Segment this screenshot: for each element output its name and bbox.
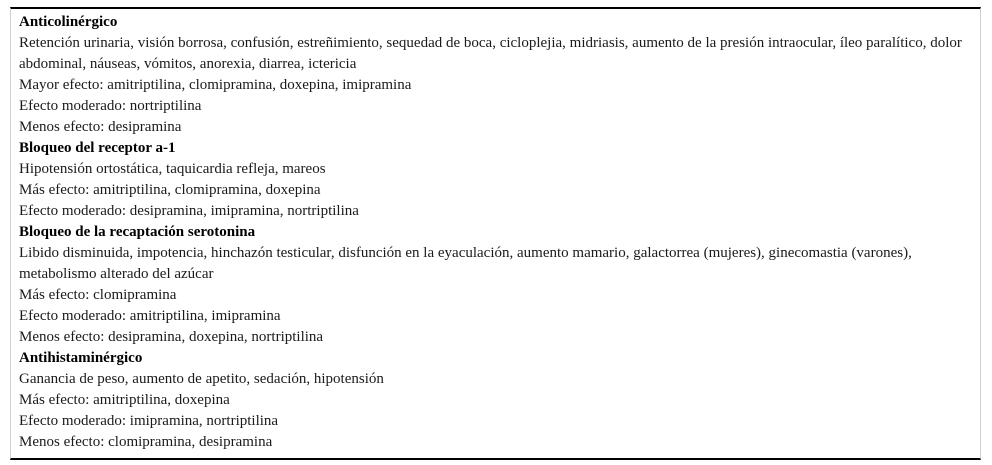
section-line: Más efecto: clomipramina bbox=[19, 287, 177, 303]
section-line: Efecto moderado: amitriptilina, imipramina bbox=[19, 308, 281, 324]
section-line: Efecto moderado: nortriptilina bbox=[19, 98, 202, 114]
section-line: Más efecto: amitriptilina, clomipramina, doxepina bbox=[19, 182, 321, 198]
section-title: Anticolinérgico bbox=[19, 14, 118, 30]
section-line: Efecto moderado: desipramina, imipramina, nortriptilina bbox=[19, 203, 359, 219]
effect-section bbox=[19, 12, 971, 138]
section-line: Retención urinaria, visión borrosa, confusión, estreñimiento, sequedad de boca, cicloplejia, midriasis, aumento de la presión intraocular, íleo paralítico, dolor abdominal, náuseas, vómitos, anorexia, diarrea, ictericia bbox=[19, 35, 962, 72]
side-effects-table bbox=[10, 7, 981, 460]
section-line: Más efecto: amitriptilina, doxepina bbox=[19, 392, 230, 408]
section-line: Mayor efecto: amitriptilina, clomipramina, doxepina, imipramina bbox=[19, 77, 412, 93]
section-title: Antihistaminérgico bbox=[19, 350, 143, 366]
effect-section bbox=[19, 138, 971, 222]
section-line: Menos efecto: desipramina bbox=[19, 119, 182, 135]
section-line: Hipotensión ortostática, taquicardia refleja, mareos bbox=[19, 161, 326, 177]
effect-section bbox=[19, 348, 971, 453]
section-line: Menos efecto: clomipramina, desipramina bbox=[19, 434, 273, 450]
effect-section bbox=[19, 222, 971, 348]
section-line: Menos efecto: desipramina, doxepina, nortriptilina bbox=[19, 329, 324, 345]
section-line: Efecto moderado: imipramina, nortriptilina bbox=[19, 413, 279, 429]
section-line: Ganancia de peso, aumento de apetito, sedación, hipotensión bbox=[19, 371, 384, 387]
section-title: Bloqueo de la recaptación serotonina bbox=[19, 224, 256, 240]
section-line: Libido disminuida, impotencia, hinchazón testicular, disfunción en la eyaculación, aumento mamario, galactorrea (mujeres), ginecomastia (varones), metabolismo alterado del azúcar bbox=[19, 245, 912, 282]
section-title: Bloqueo del receptor a-1 bbox=[19, 140, 176, 156]
sections-container bbox=[19, 12, 971, 453]
